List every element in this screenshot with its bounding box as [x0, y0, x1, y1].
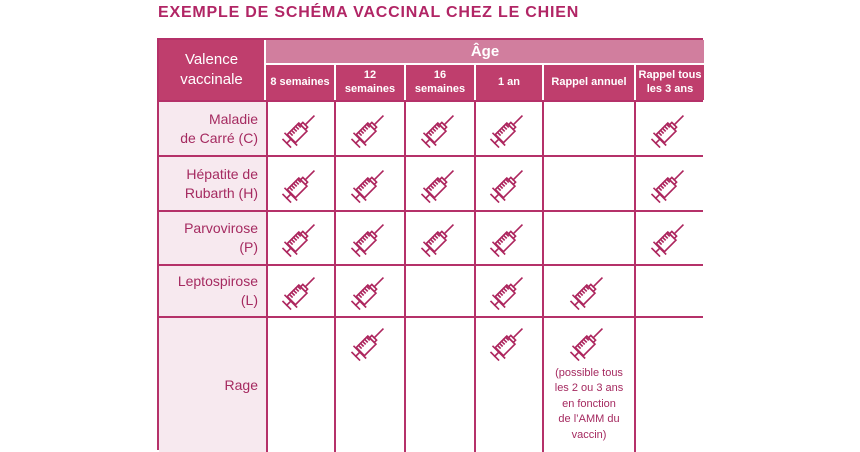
rage-booster-note-line: les 2 ou 3 ans [554, 382, 624, 395]
page-title: EXEMPLE DE SCHÉMA VACCINAL CHEZ LE CHIEN [158, 4, 580, 21]
column-header-line: 12 semaines [344, 68, 396, 95]
syringe-icon [647, 161, 693, 207]
row-label [159, 102, 266, 155]
table-header [159, 40, 701, 100]
age-band-header: Âge [266, 40, 704, 65]
row-label-line: Leptospirose [177, 273, 258, 290]
table-body [159, 100, 701, 452]
dose-cell [404, 102, 474, 155]
empty-cell [542, 157, 634, 210]
syringe-icon [486, 106, 532, 152]
syringe-icon [486, 319, 532, 365]
syringe-icon [347, 161, 393, 207]
table-row-4 [159, 316, 701, 452]
dose-cell [266, 212, 334, 264]
column-header-0 [266, 65, 334, 100]
table-row-0 [159, 100, 701, 155]
row-label-line: Maladie [208, 110, 258, 127]
column-header-line: Rappel annuel [551, 75, 627, 88]
syringe-icon [486, 215, 532, 261]
dose-cell [266, 157, 334, 210]
dose-cell [474, 212, 542, 264]
column-header-line: 16 semaines [414, 68, 466, 95]
row-label [159, 318, 266, 452]
syringe-icon [566, 268, 612, 314]
rage-booster-note-line: vaccin) [571, 428, 607, 441]
column-header-line: 1 an [497, 75, 520, 88]
row-label-line: Hépatite de [186, 165, 258, 182]
row-label-line: Parvovirose [184, 220, 258, 237]
dose-cell [634, 212, 704, 264]
syringe-icon [417, 106, 463, 152]
syringe-icon [278, 215, 324, 261]
row-label-line: (L) [240, 292, 258, 308]
table-row-2 [159, 210, 701, 264]
dose-cell [634, 102, 704, 155]
dose-cell [266, 102, 334, 155]
empty-cell [266, 318, 334, 452]
column-header-1 [334, 65, 404, 100]
dose-cell [404, 157, 474, 210]
rage-booster-note-line: de l’AMM du [558, 413, 620, 426]
dose-cell [334, 102, 404, 155]
syringe-icon [417, 161, 463, 207]
row-label-line: Rubarth (H) [184, 184, 258, 201]
syringe-icon [347, 106, 393, 152]
dose-cell [334, 318, 404, 452]
column-header-4 [542, 65, 634, 100]
dose-cell [266, 266, 334, 316]
empty-cell [634, 266, 704, 316]
dose-cell [474, 318, 542, 452]
syringe-icon [647, 215, 693, 261]
row-label [159, 212, 266, 264]
rage-booster-note [555, 366, 624, 443]
syringe-icon [486, 268, 532, 314]
row-label-line: (P) [239, 239, 258, 255]
syringe-icon [566, 319, 612, 365]
dose-cell [542, 266, 634, 316]
syringe-icon [278, 268, 324, 314]
syringe-icon [278, 161, 324, 207]
empty-cell [404, 266, 474, 316]
dose-cell [334, 266, 404, 316]
corner-header-line: Valence [184, 50, 239, 68]
syringe-icon [647, 106, 693, 152]
dose-cell [334, 157, 404, 210]
column-header-line: Rappel tous [638, 68, 702, 81]
row-label-line: Rage [224, 376, 258, 393]
table-row-1 [159, 155, 701, 210]
syringe-icon [486, 161, 532, 207]
dose-cell [334, 212, 404, 264]
dose-cell [542, 318, 634, 452]
dose-cell [474, 266, 542, 316]
syringe-icon [417, 215, 463, 261]
column-header-3 [474, 65, 542, 100]
rage-booster-note-line: en fonction [562, 397, 616, 410]
dose-cell [404, 212, 474, 264]
corner-header-valence-vaccinale [159, 40, 266, 100]
dose-cell [474, 102, 542, 155]
column-header-2 [404, 65, 474, 100]
vaccination-schedule-table [157, 38, 703, 450]
rage-booster-note-line: (possible tous [555, 367, 623, 379]
table-row-3 [159, 264, 701, 316]
dose-cell [474, 157, 542, 210]
syringe-icon [347, 268, 393, 314]
syringe-icon [347, 215, 393, 261]
age-header-group [266, 40, 704, 100]
corner-header-line: vaccinale [180, 71, 243, 88]
empty-cell [404, 318, 474, 452]
syringe-icon [347, 319, 393, 365]
row-label [159, 157, 266, 210]
column-headers-row [266, 65, 704, 100]
syringe-icon [278, 106, 324, 152]
empty-cell [634, 318, 704, 452]
row-label [159, 266, 266, 316]
row-label-line: de Carré (C) [180, 129, 258, 146]
column-header-line: 8 semaines [270, 75, 330, 88]
column-header-5 [634, 65, 704, 100]
empty-cell [542, 102, 634, 155]
empty-cell [542, 212, 634, 264]
column-header-line: les 3 ans [646, 82, 694, 95]
dose-cell [634, 157, 704, 210]
